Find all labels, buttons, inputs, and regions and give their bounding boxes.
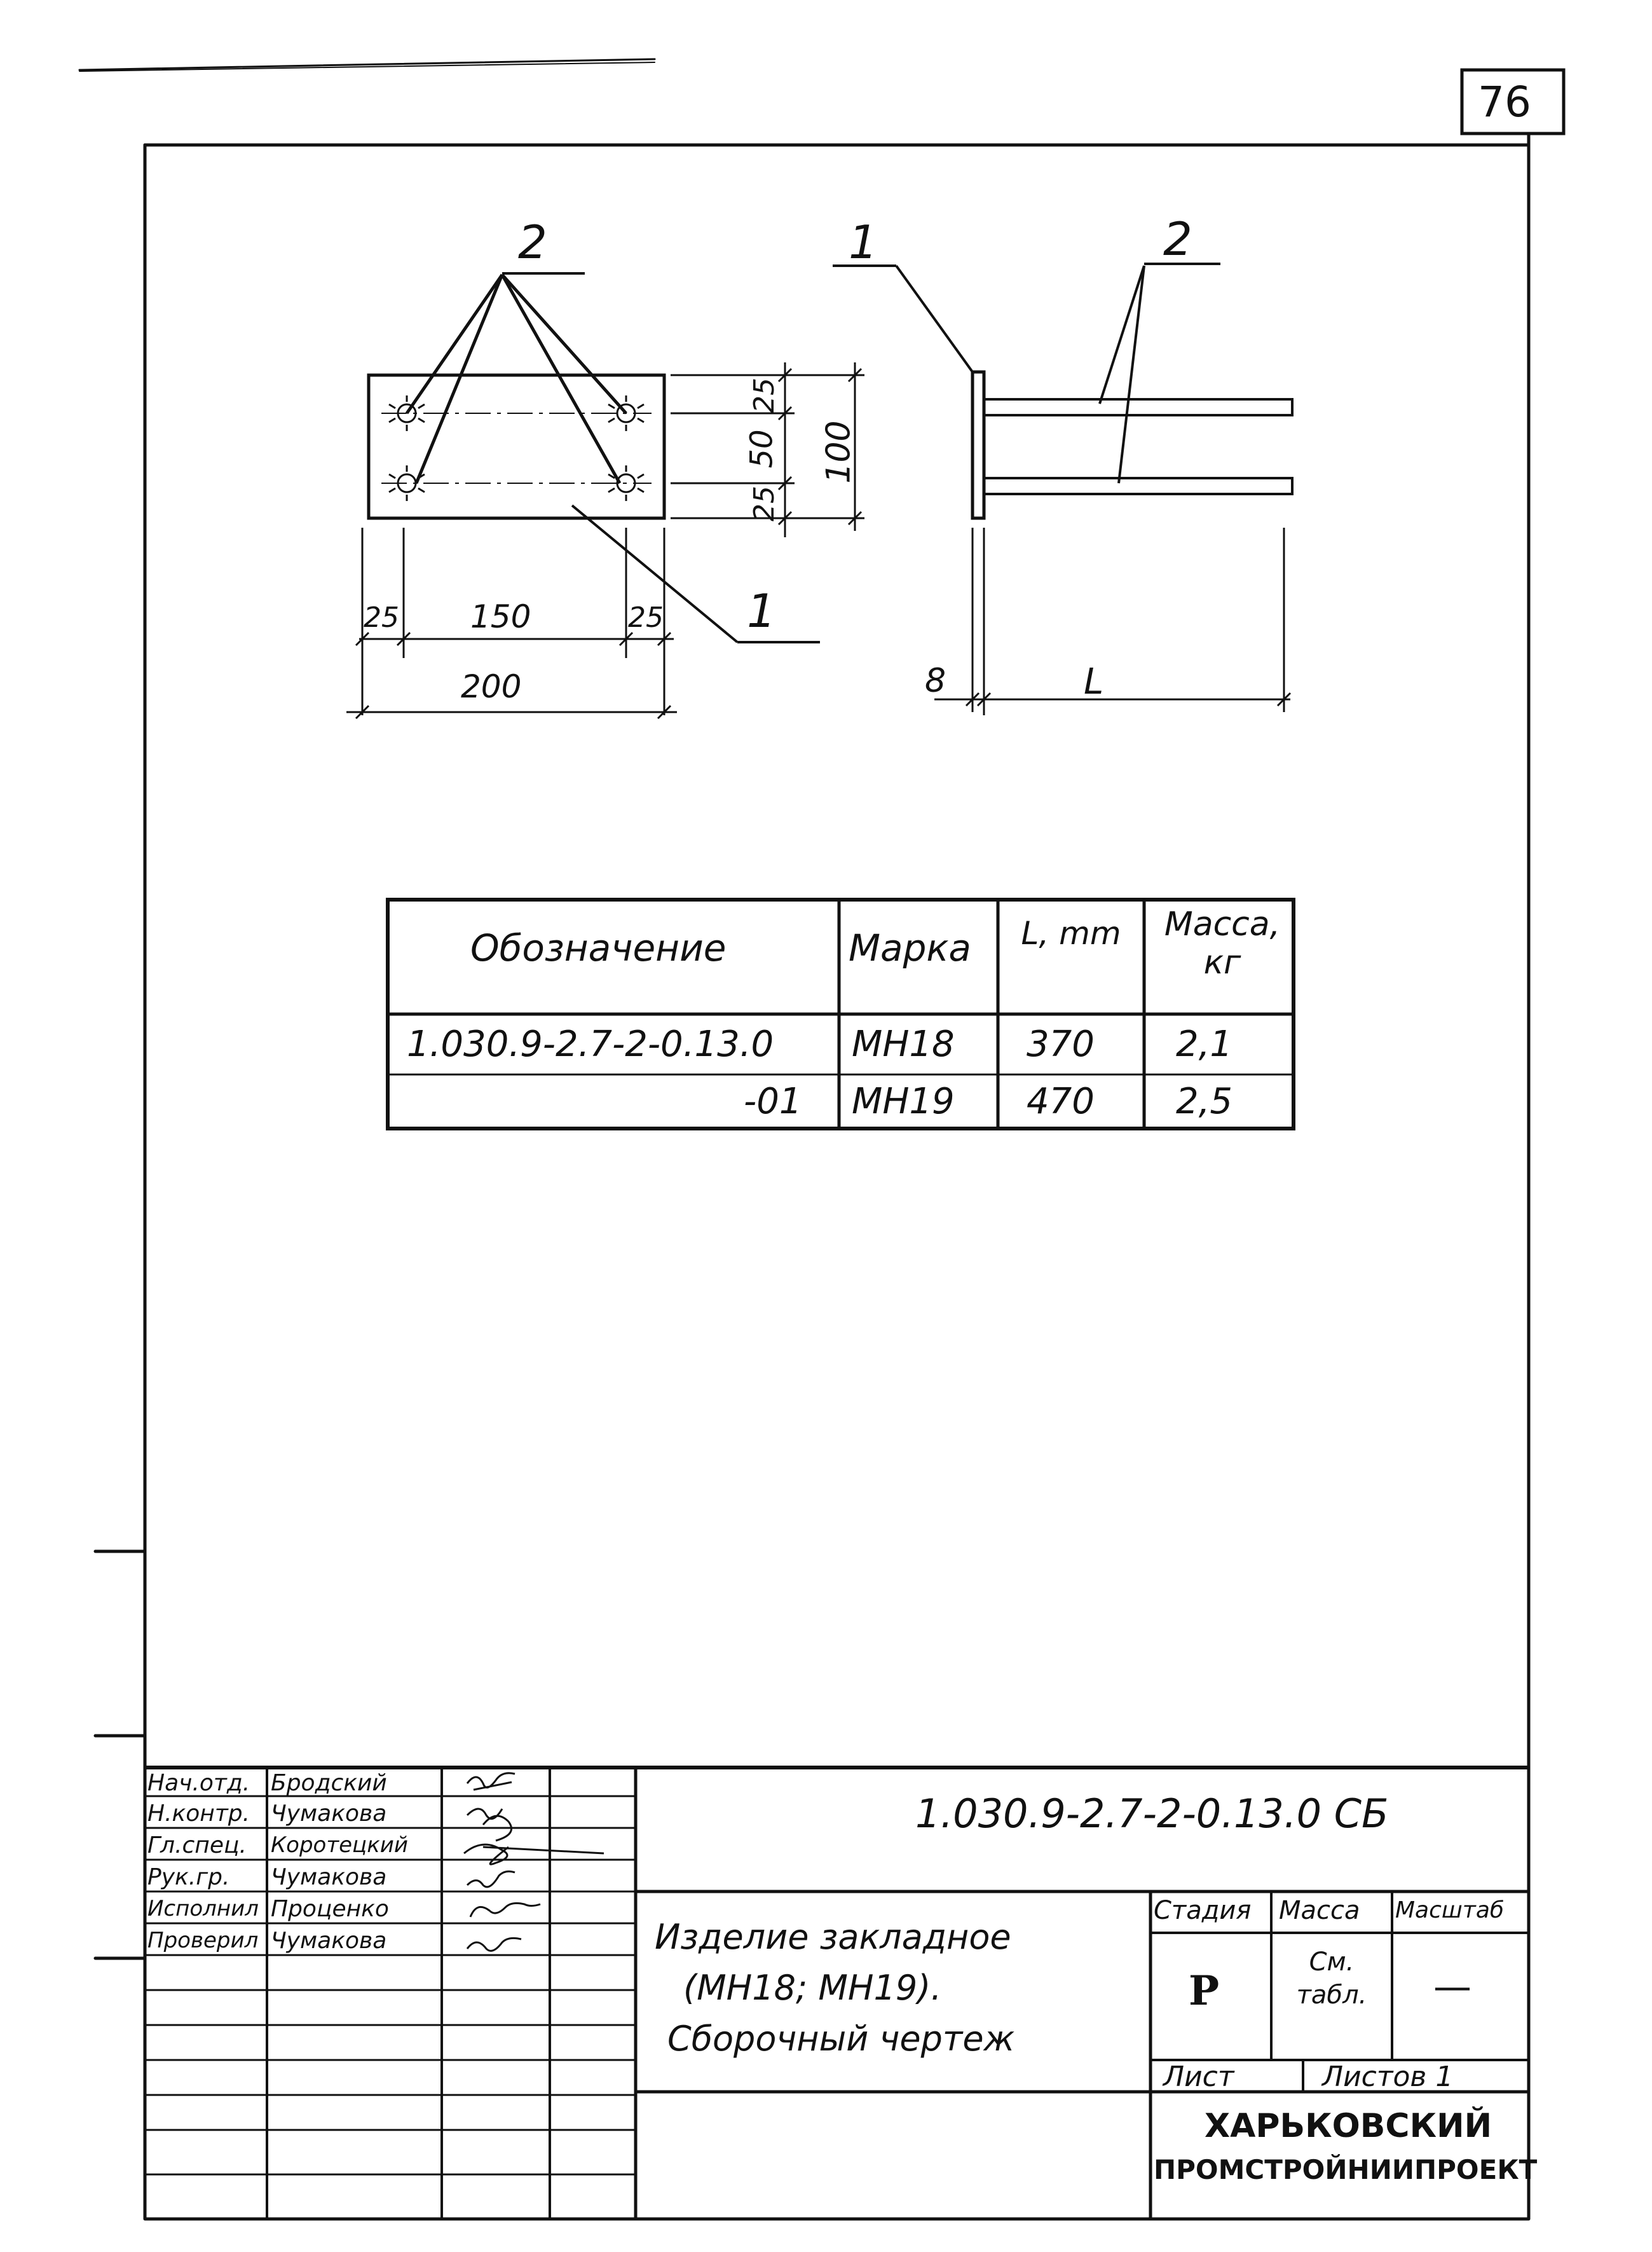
signature-image (470, 1903, 540, 1917)
dim-bottom-left: 25 (364, 601, 399, 634)
dim-bottom-right: 25 (628, 601, 664, 634)
staff-role: Гл.спец. (147, 1832, 247, 1858)
mass-value: См. табл. (1296, 1947, 1367, 2010)
staff-role: Исполнил (147, 1896, 259, 1921)
plate-callout: 1 (747, 584, 776, 638)
organization-line-2: ПРОМСТРОЙНИИПРОЕКТ (1154, 2154, 1538, 2185)
scale-value: — (1433, 1965, 1471, 2009)
stage-value: Р (1189, 1967, 1220, 2015)
spec-row1-designation: 1.030.9-2.7-2-0.13.0 (407, 1024, 774, 1065)
stage-header: Стадия (1154, 1896, 1252, 1925)
sheet-number: 76 (1478, 78, 1531, 127)
document-code: 1.030.9-2.7-2-0.13.0 СБ (915, 1790, 1389, 1837)
mass-header: Масса (1279, 1896, 1360, 1925)
staff-role: Н.контр. (147, 1801, 250, 1827)
staff-name: Бродский (271, 1770, 387, 1796)
plate-section (973, 372, 984, 518)
spec-row2-mark: MH19 (852, 1081, 955, 1122)
sheets-label: Листов 1 (1322, 2061, 1454, 2093)
anchor-callout: 2 (518, 216, 547, 269)
staff-role: Проверил (147, 1928, 259, 1953)
plate-outline (369, 375, 664, 518)
spec-row2-designation: -01 (744, 1081, 802, 1122)
signature-image (467, 1809, 512, 1841)
scale-header: Масштаб (1395, 1897, 1505, 1923)
dim-right-total: 100 (819, 420, 858, 484)
plan-view (346, 273, 864, 718)
spec-row2-mass: 2,5 (1176, 1081, 1233, 1122)
staff-name: Чумакова (271, 1801, 387, 1827)
staff-role: Нач.отд. (147, 1770, 250, 1796)
side-view (833, 264, 1292, 715)
dim-right-top: 25 (748, 378, 781, 413)
spec-header-designation: Обозначение (470, 926, 727, 970)
spec-row1-length: 370 (1027, 1024, 1095, 1065)
staff-name: Проценко (271, 1896, 389, 1922)
dim-bottom-mid: 150 (470, 598, 531, 635)
anchor-rod (984, 399, 1292, 415)
dim-thickness: 8 (925, 662, 946, 700)
spec-header-mass: Масса, кг (1164, 905, 1281, 982)
spec-header-length: L, mm (1021, 915, 1121, 952)
side-plate-callout: 1 (849, 216, 878, 269)
staff-role: Рук.гр. (147, 1864, 230, 1890)
title-line-2: (MH18; MH19). (683, 1968, 942, 2008)
side-anchor-callout: 2 (1163, 212, 1192, 266)
staff-name: Чумакова (271, 1864, 387, 1890)
spec-header-mark: Марка (849, 926, 971, 970)
signature-image (467, 1871, 515, 1887)
title-line-1: Изделие закладное (655, 1917, 1011, 1957)
organization-line-1: ХАРЬКОВСКИЙ (1205, 2107, 1492, 2145)
staff-name: Чумакова (271, 1928, 387, 1954)
signature-image (464, 1844, 604, 1864)
spec-row1-mark: MH18 (852, 1024, 955, 1065)
staff-name: Коротецкий (271, 1832, 408, 1858)
dim-right-mid: 50 (744, 429, 780, 469)
dim-length: L (1084, 661, 1104, 703)
spec-row2-length: 470 (1027, 1081, 1095, 1122)
anchor-rod (984, 478, 1292, 494)
sheet-label: Лист (1163, 2061, 1234, 2093)
spec-row1-mass: 2,1 (1176, 1024, 1233, 1065)
dim-bottom-total: 200 (461, 668, 522, 705)
dim-right-bottom: 25 (748, 486, 781, 521)
signature-image (467, 1773, 515, 1790)
title-line-3: Сборочный чертеж (667, 2019, 1015, 2059)
signature-image (467, 1938, 521, 1951)
